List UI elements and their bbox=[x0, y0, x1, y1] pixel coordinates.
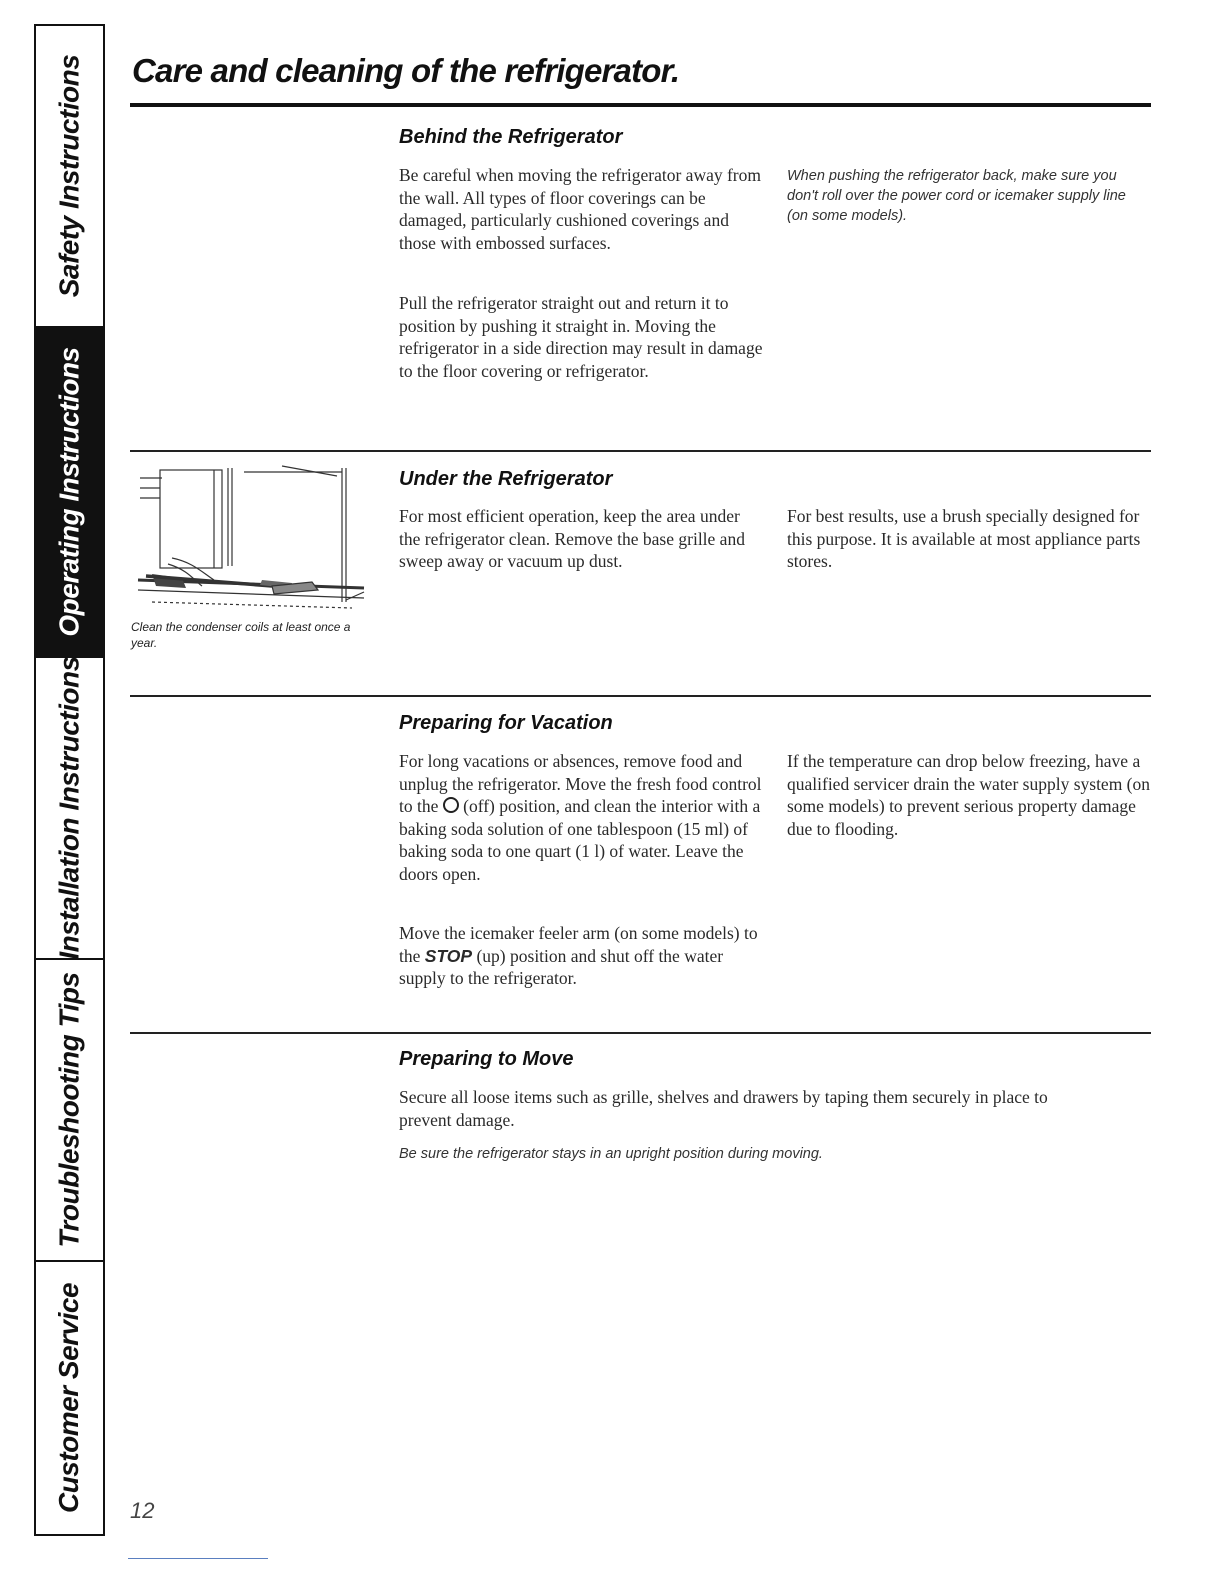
tab-label: Installation Instructions bbox=[53, 656, 85, 960]
move-note: Be sure the refrigerator stays in an upright position during moving. bbox=[399, 1146, 823, 1162]
tab-label: Operating Instructions bbox=[53, 347, 85, 637]
tab-label: Safety Instructions bbox=[53, 54, 85, 298]
tab-installation-instructions[interactable] bbox=[36, 658, 103, 960]
section-heading-vacation: Preparing for Vacation bbox=[399, 712, 613, 734]
vacation-paragraph-1-end: (off) position, and clean the interior with a baking soda solution of one tablespoon (15 ml) of baking soda to one quart (1 l) of water. Leave the doors open. bbox=[399, 796, 761, 884]
circle-off-icon bbox=[443, 797, 459, 813]
tab-customer-service[interactable] bbox=[36, 1262, 103, 1534]
section-heading-move: Preparing to Move bbox=[399, 1048, 574, 1070]
behind-paragraph-1: Be careful when moving the refrigerator away from the wall. All types of floor coverings can be damaged, particularly cushioned coverings and those with embossed surfaces. bbox=[399, 165, 761, 253]
section-divider bbox=[130, 450, 1151, 452]
under-paragraph-1: For most efficient operation, keep the area under the refrigerator clean. Remove the base grille and sweep away or vacuum up dust. bbox=[399, 506, 745, 571]
page-title: Care and cleaning of the refrigerator. bbox=[132, 52, 680, 89]
side-tab-column bbox=[34, 24, 105, 1536]
vacation-paragraph-1 bbox=[399, 750, 764, 885]
illustration-caption: Clean the condenser coils at least once a year. bbox=[131, 620, 351, 650]
condenser-cleaning-illustration bbox=[132, 462, 372, 612]
footer-line bbox=[128, 1558, 268, 1559]
vacation-paragraph-1-start: For long vacations or absences, remove food and unplug the refrigerator. Move the fresh food control to the bbox=[399, 751, 762, 816]
tab-label: Customer Service bbox=[53, 1282, 85, 1514]
tab-label: Troubleshooting Tips bbox=[53, 972, 85, 1248]
tab-operating-instructions[interactable] bbox=[36, 328, 103, 658]
tab-troubleshooting-tips[interactable] bbox=[36, 960, 103, 1262]
move-paragraph-1: Secure all loose items such as grille, shelves and drawers by taping them securely in place to prevent damage. bbox=[399, 1087, 1048, 1130]
behind-paragraph-2: Pull the refrigerator straight out and return it to position by pushing it straight in. Moving the refrigerator in a side direction may result in damage to the floor covering or refrigerator. bbox=[399, 293, 763, 381]
vacation-paragraph-2-start: Move the icemaker feeler arm (on some models) to the bbox=[399, 923, 758, 966]
stop-label: STOP bbox=[424, 945, 473, 966]
under-paragraph-2: For best results, use a brush specially designed for this purpose. It is available at most appliance parts stores. bbox=[787, 506, 1141, 571]
title-rule bbox=[130, 103, 1151, 107]
section-heading-under: Under the Refrigerator bbox=[399, 468, 613, 490]
vacation-paragraph-2-end: (up) position and shut off the water supply to the refrigerator. bbox=[399, 945, 724, 988]
page-number: 12 bbox=[130, 1498, 155, 1523]
vacation-paragraph-2 bbox=[399, 922, 764, 990]
section-heading-behind: Behind the Refrigerator bbox=[399, 126, 623, 148]
vacation-paragraph-3: If the temperature can drop below freezing, have a qualified servicer drain the water supply system (on some models) to prevent serious property damage due to flooding. bbox=[787, 751, 1151, 839]
section-divider bbox=[130, 1032, 1151, 1034]
section-divider bbox=[130, 695, 1151, 697]
behind-note: When pushing the refrigerator back, make sure you don't roll over the power cord or icemaker supply line (on some models). bbox=[787, 168, 1126, 224]
tab-safety-instructions[interactable] bbox=[36, 26, 103, 328]
